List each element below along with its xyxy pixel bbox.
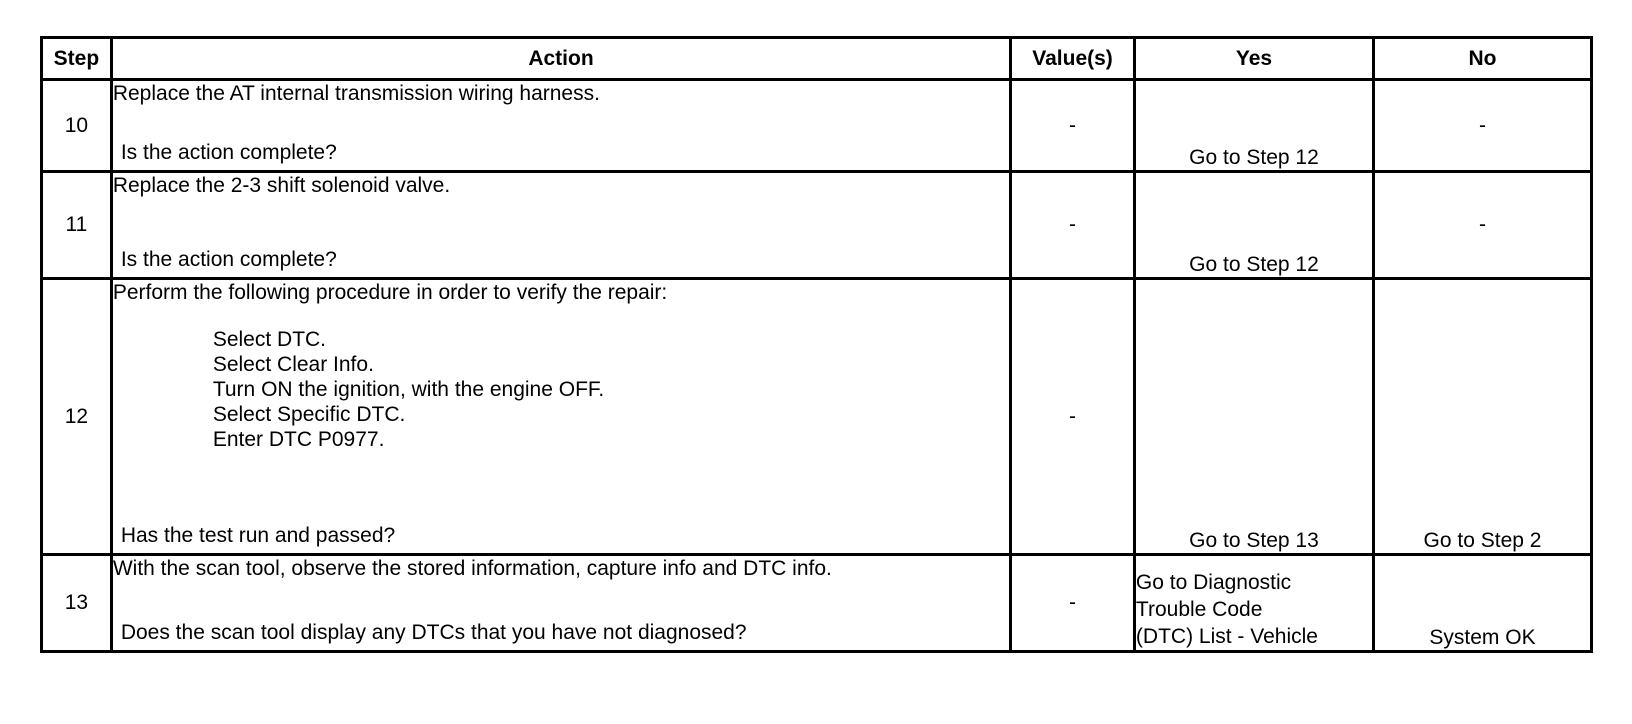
yes-cell: Go to Step 13 xyxy=(1134,279,1373,555)
yes-cell xyxy=(1134,555,1373,652)
no-cell: System OK xyxy=(1374,555,1592,652)
action-text: Replace the AT internal transmission wiring harness. xyxy=(112,82,600,105)
procedure-step: Select Specific DTC. xyxy=(212,403,406,426)
yes-cell: Go to Step 12 xyxy=(1134,172,1373,279)
table-row xyxy=(42,172,1592,279)
value-cell: - xyxy=(1011,279,1135,555)
procedure-step: Turn ON the ignition, with the engine OFF. xyxy=(212,378,605,401)
header-no: No xyxy=(1374,38,1592,80)
action-question: Is the action complete? xyxy=(120,141,337,164)
header-action: Action xyxy=(111,38,1010,80)
yes-line: Trouble Code xyxy=(1135,598,1263,621)
yes-line: Go to Diagnostic xyxy=(1135,571,1292,594)
action-text: With the scan tool, observe the stored information, capture info and DTC info. xyxy=(112,557,832,580)
value-cell: - xyxy=(1011,80,1135,172)
header-yes: Yes xyxy=(1134,38,1373,80)
action-question: Is the action complete? xyxy=(120,248,337,271)
step-number: 13 xyxy=(42,555,112,652)
no-cell: - xyxy=(1374,172,1592,279)
procedure-list xyxy=(113,327,1009,452)
table-row xyxy=(42,279,1592,555)
action-cell xyxy=(111,555,1010,652)
header-values: Value(s) xyxy=(1011,38,1135,80)
table-row xyxy=(42,555,1592,652)
yes-cell: Go to Step 12 xyxy=(1134,80,1373,172)
action-cell xyxy=(111,80,1010,172)
procedure-step: Select DTC. xyxy=(212,328,327,351)
header-row xyxy=(42,38,1592,80)
action-text: Replace the 2-3 shift solenoid valve. xyxy=(112,174,451,197)
header-step: Step xyxy=(42,38,112,80)
diagnostic-table xyxy=(40,36,1593,653)
step-number: 10 xyxy=(42,80,112,172)
table-row xyxy=(42,80,1592,172)
action-cell xyxy=(111,279,1010,555)
value-cell: - xyxy=(1011,555,1135,652)
step-number: 11 xyxy=(42,172,112,279)
yes-line: (DTC) List - Vehicle xyxy=(1135,625,1318,648)
action-text: Perform the following procedure in order to verify the repair: xyxy=(112,281,668,304)
value-cell: - xyxy=(1011,172,1135,279)
no-cell: - xyxy=(1374,80,1592,172)
step-number: 12 xyxy=(42,279,112,555)
action-cell xyxy=(111,172,1010,279)
action-question: Does the scan tool display any DTCs that you have not diagnosed? xyxy=(120,621,747,644)
no-cell: Go to Step 2 xyxy=(1374,279,1592,555)
action-question: Has the test run and passed? xyxy=(120,524,396,547)
procedure-step: Select Clear Info. xyxy=(212,353,374,376)
procedure-step: Enter DTC P0977. xyxy=(212,428,385,451)
